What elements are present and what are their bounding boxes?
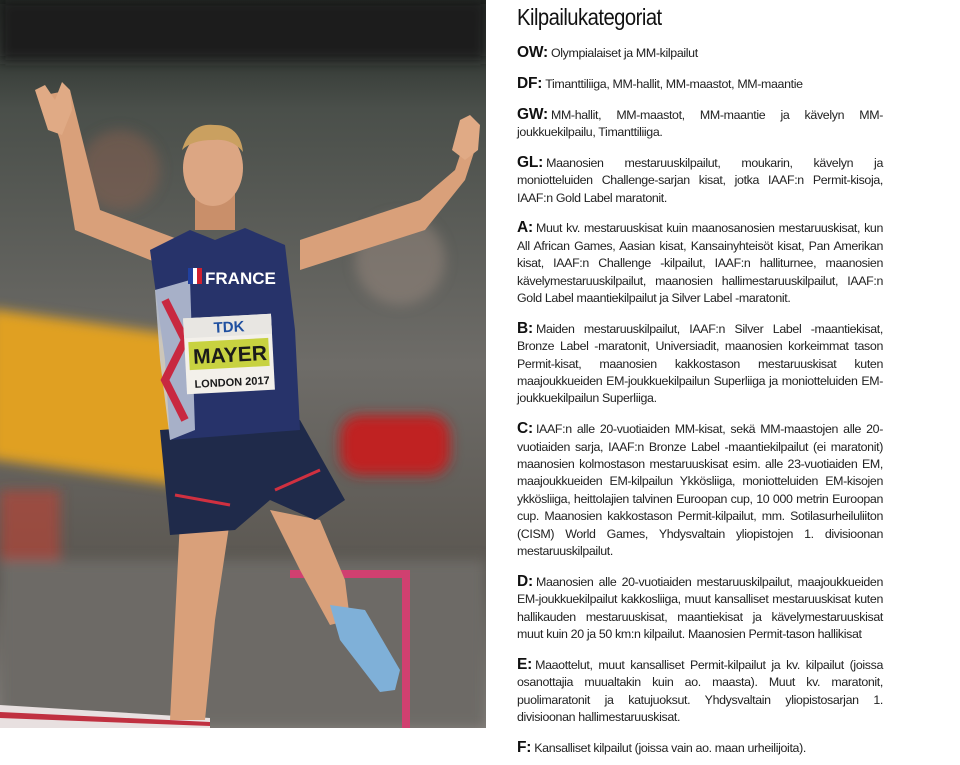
category-list: [517, 44, 883, 757]
category-code: E:: [517, 655, 533, 673]
category-entry-e: [517, 656, 883, 727]
category-entry-gw: [517, 106, 883, 142]
article-title: Kilpailukategoriat: [517, 4, 662, 30]
category-description: Maanosien mestaruuskilpailut, moukarin, kävelyn ja moniotteluiden Challenge-sarjan kisat, jotka IAAF:n Permit-kisoja, IAAF:n Gold Label maratonit.: [517, 155, 883, 205]
category-entry-f: [517, 739, 883, 757]
category-description: MM-hallit, MM-maastot, MM-maantie ja kävelyn MM-joukkuekilpailu, Timanttiliiga.: [517, 107, 883, 139]
category-code: A:: [517, 219, 533, 237]
category-description: Maiden mestaruuskilpailut, IAAF:n Silver Label -maantiekisat, Bronze Label -maratonit, Universiadit, maanosien korkeimmat tason Permit-kisat, maanosien kakkostason mestaruuskisat kuten maajoukkueiden EM-joukkuekilpailun Superliiga ja moniotteluiden EM-joukkuekilpailun Superliiga.: [517, 321, 883, 406]
category-description: Olympialaiset ja MM-kilpailut: [550, 46, 698, 60]
category-code: GW:: [517, 105, 548, 123]
category-code: DF:: [517, 74, 543, 92]
jersey-country-text: FRANCE: [205, 269, 276, 288]
athlete-photo-illustration: [0, 0, 486, 728]
bib-name-text: MAYER: [192, 342, 268, 369]
category-entry-df: [517, 75, 883, 93]
category-entry-a: [517, 219, 883, 307]
athlete-photo: [0, 0, 486, 728]
category-description: Muut kv. mestaruuskisat kuin maanosanosien mestaruuskisat, kun All African Games, Aasian kisat, Kansainyhteisöt kisat, Pan Amerikan kisat, IAAF:n Challenge -kilpailut, IAAF:n halliturnee, maanosien kävelymestaruuskilpailut, maanosien hallimestaruuskilpailut, IAAF:n Gold Label maantiekilpailut ja Silver Label -maratonit.: [517, 221, 883, 306]
category-code: B:: [517, 319, 533, 337]
category-code: F:: [517, 738, 532, 756]
category-code: GL:: [517, 153, 544, 171]
category-entry-ow: [517, 44, 883, 62]
bib-event-text: LONDON 2017: [194, 374, 270, 391]
category-description: Maaottelut, muut kansalliset Permit-kilpailut ja kv. kilpailut (joissa osanottajia muualtakin kuin ao. maasta). Muut kv. maratonit, puolimaratonit ja katujuoksut. Yhdysvaltain yliopistosarjan 1. divisioonan hallimestaruuskisat.: [517, 657, 883, 725]
category-description: Kansalliset kilpailut (joissa vain ao. maan urheilijoita).: [534, 740, 806, 755]
bib-sponsor-text: TDK: [213, 318, 245, 337]
category-entry-d: [517, 573, 883, 644]
category-description: IAAF:n alle 20-vuotiaiden MM-kisat, sekä MM-maastojen alle 20-vuotiaiden sarja, IAAF:n Bronze Label -maantiekilpailut (ei maratonit) maanosien kolmostason mestaruuskisat esim. alle 23-vuotiaiden EM, maajoukkueiden EM-kilpailun Ykkösliiga, moniotteluiden EM-kisojen ykkösliiga, heittolajien talvinen Euroopan cup, 10 000 metrin Euroopan cup. Maanosien kakkostason Permit-kilpailut, mm. Sotilasurheiluliiton (CISM) World Games, Yhdysvaltain yliopistojen 1. divisioonan mestaruuskilpailut.: [517, 422, 883, 559]
category-entry-gl: [517, 154, 883, 207]
category-description: Maanosien alle 20-vuotiaiden mestaruuskilpailut, maajoukkueiden EM-joukkuekilpailut kakkosliiga, muut kansalliset mestaruuskisat kuten hallikauden mestaruuskisat, maantiekisat ja kävelymestaruuskisat muut kuin 20 ja 50 km:n kilpailut. Maanosien Permit-tason hallikisat: [517, 574, 883, 642]
category-entry-c: [517, 420, 883, 560]
category-code: C:: [517, 420, 533, 438]
category-code: OW:: [517, 44, 548, 61]
category-entry-b: [517, 320, 883, 408]
category-code: D:: [517, 572, 533, 590]
article: [517, 4, 883, 765]
category-description: Timanttiliiga, MM-hallit, MM-maastot, MM-maantie: [545, 76, 803, 91]
